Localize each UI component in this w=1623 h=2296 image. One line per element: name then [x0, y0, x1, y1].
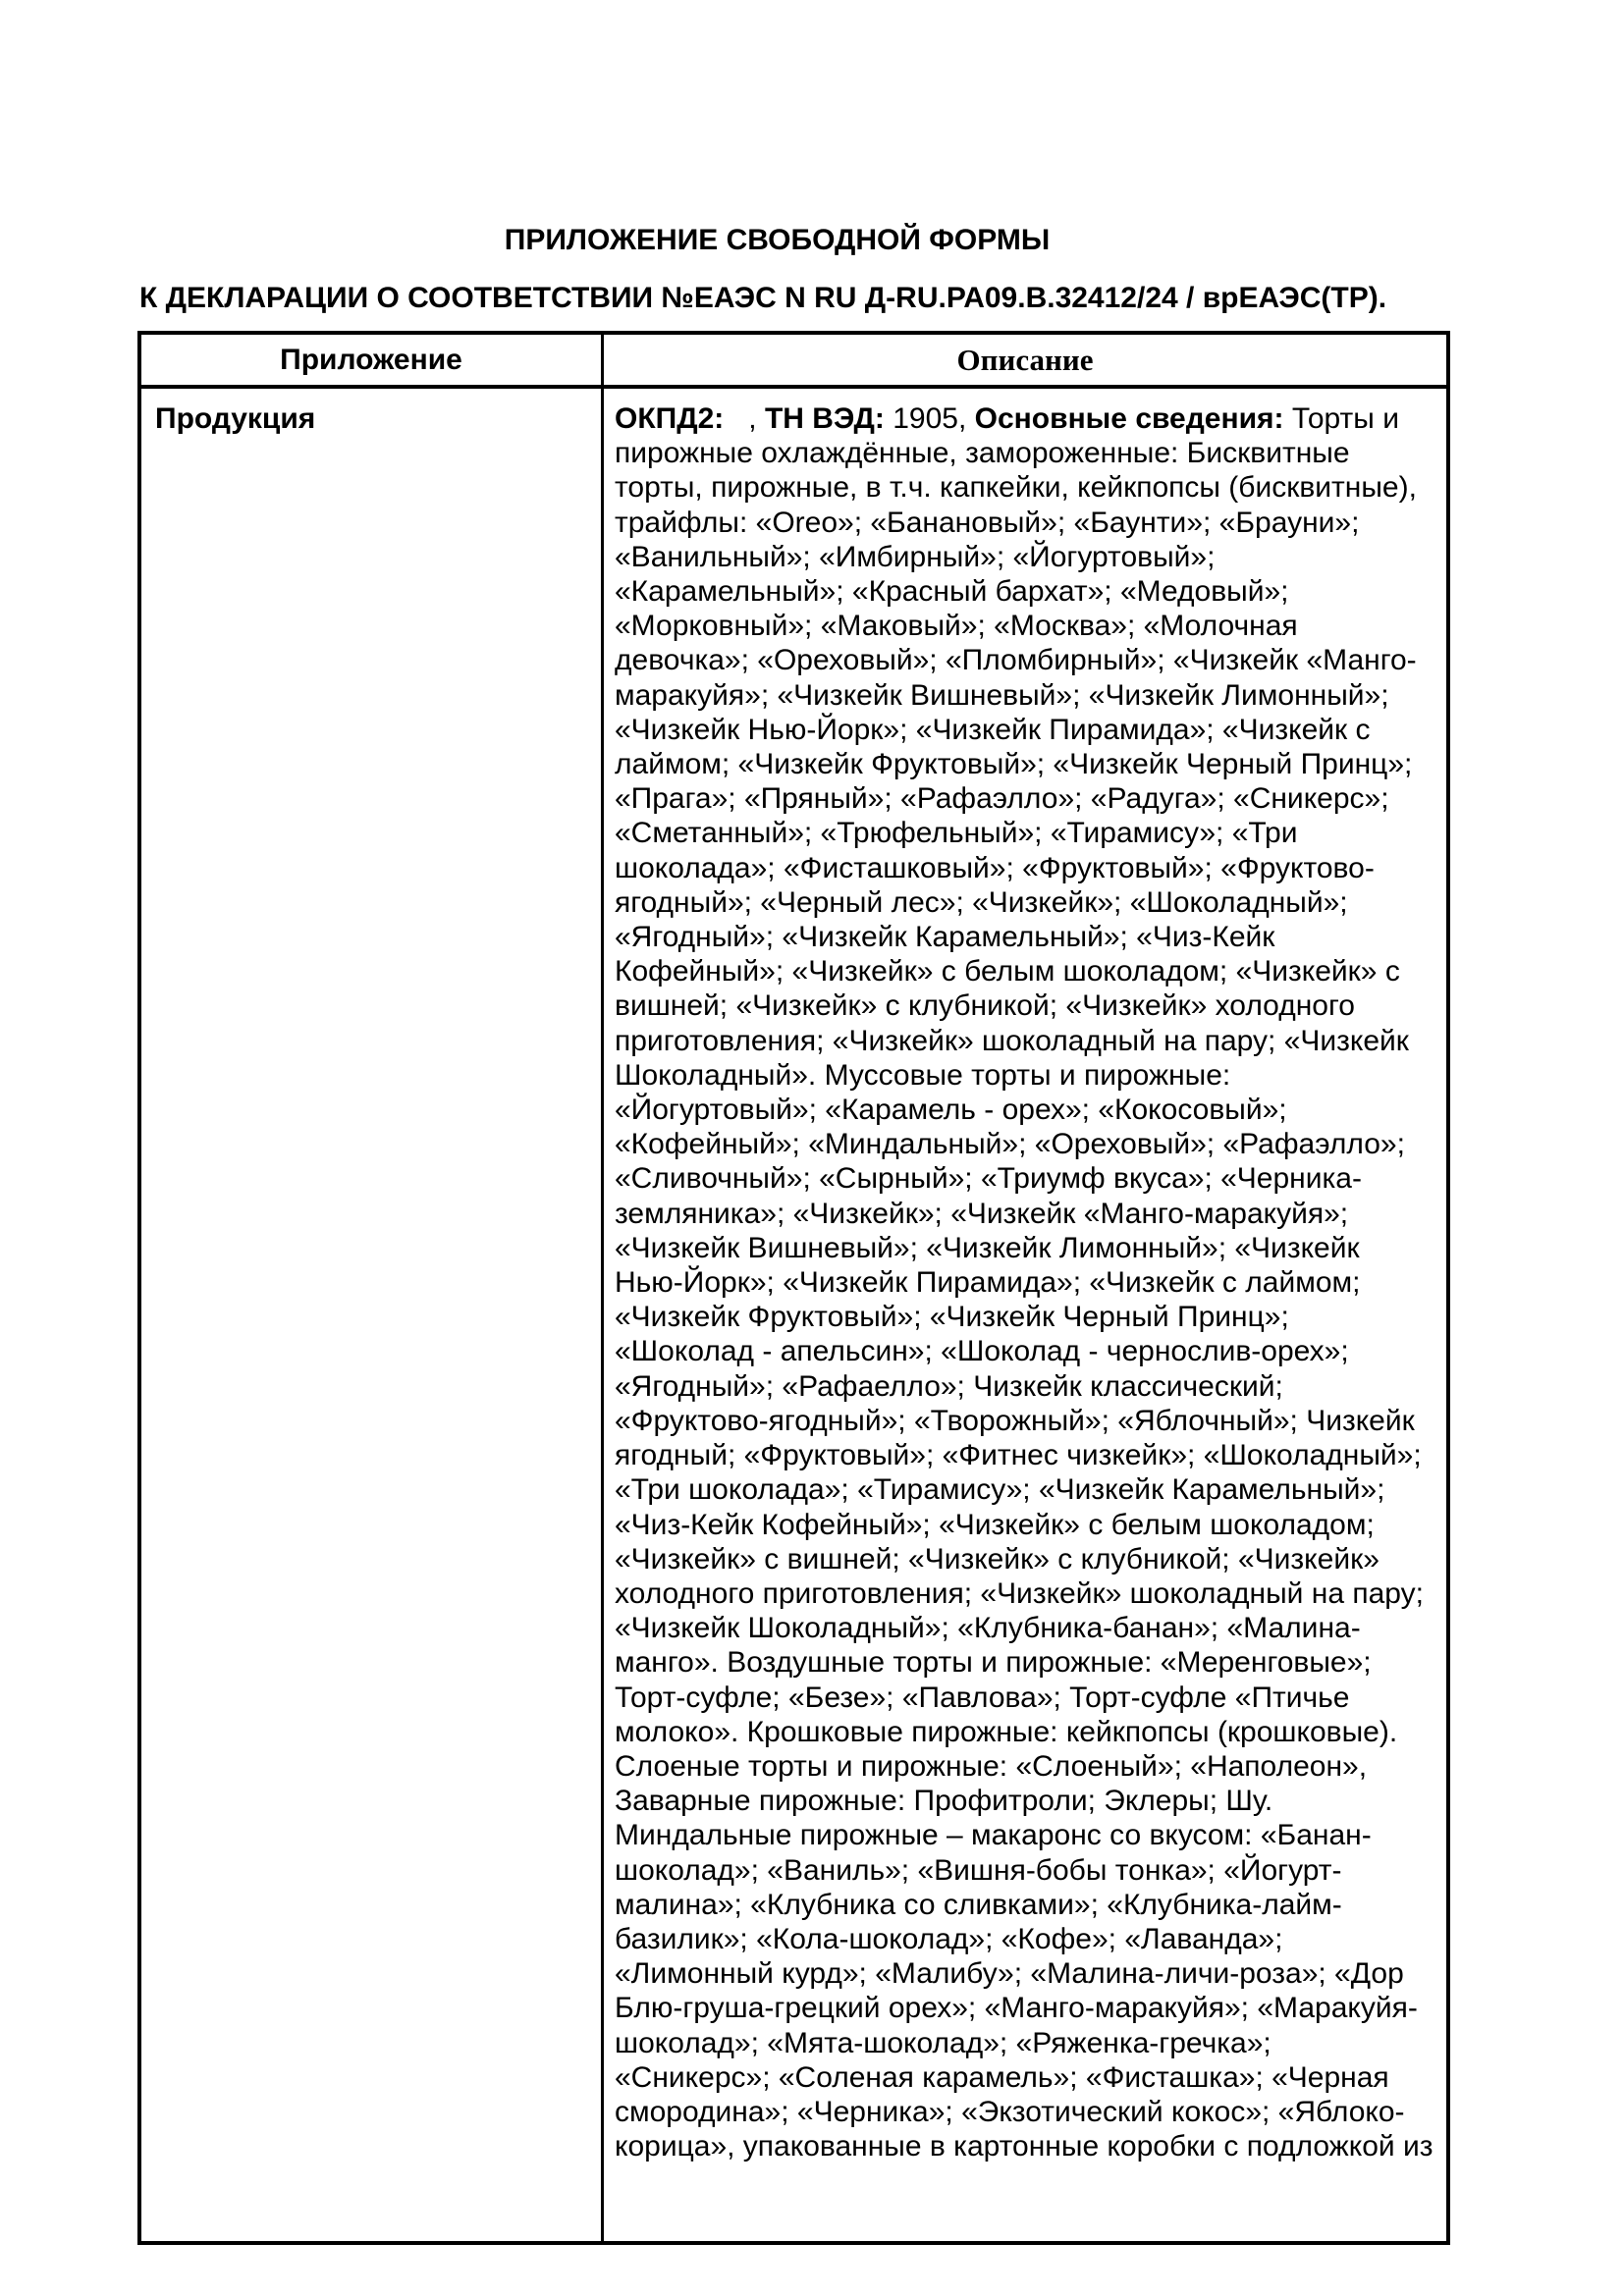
page-title: ПРИЛОЖЕНИЕ СВОБОДНОЙ ФОРМЫ	[504, 224, 1051, 256]
table-header-row	[141, 335, 1446, 389]
row-label-production: Продукция	[141, 389, 604, 2241]
product-description-text: ОКПД2: , ТН ВЭД: 1905, Основные сведения: Торты и пирожные охлаждённые, замороженные: Бисквитные торты, пирожные, в т.ч. капкейки, кейкпопсы (бисквитные), трайфлы: «Oreo»; «Банановый»; «Баунти»; «Брауни»; «Ванильный»; «Имбирный»; «Йогуртовый»; «Карамельный»; «Красный бархат»; «Медовый»; «Морковный»; «Маковый»; «Москва»; «Молочная девочка»; «Ореховый»; «Пломбирный»; «Чизкейк «Манго-маракуйя»; «Чизкейк Вишневый»; «Чизкейк Лимонный»; «Чизкейк Нью-Йорк»; «Чизкейк Пирамида»; «Чизкейк с лаймом; «Чизкейк Фруктовый»; «Чизкейк Черный Принц»; «Прага»; «Пряный»; «Рафаэлло»; «Радуга»; «Сникерс»; «Сметанный»; «Трюфельный»; «Тирамису»; «Три шоколада»; «Фисташковый»; «Фруктовый»; «Фруктово-ягодный»; «Черный лес»; «Чизкейк»; «Шоколадный»; «Ягодный»; «Чизкейк Карамельный»; «Чиз-Кейк Кофейный»; «Чизкейк» с белым шоколадом; «Чизкейк» с вишней; «Чизкейк» с клубникой; «Чизкейк» холодного приготовления; «Чизкейк» шоколадный на пару; «Чизкейк Шоколадный». Муссовые торты и пирожные: «Йогуртовый»; «Карамель - орех»; «Кокосовый»; «Кофейный»; «Миндальный»; «Ореховый»; «Рафаэлло»; «Сливочный»; «Сырный»; «Триумф вкуса»; «Черника-земляника»; «Чизкейк»; «Чизкейк «Манго-маракуйя»; «Чизкейк Вишневый»; «Чизкейк Лимонный»; «Чизкейк Нью-Йорк»; «Чизкейк Пирамида»; «Чизкейк с лаймом; «Чизкейк Фруктовый»; «Чизкейк Черный Принц»; «Шоколад - апельсин»; «Шоколад - чернослив-орех»; «Ягодный»; «Рафаелло»; Чизкейк классический; «Фруктово-ягодный»; «Творожный»; «Яблочный»; Чизкейк ягодный; «Фруктовый»; «Фитнес чизкейк»; «Шоколадный»; «Три шоколада»; «Тирамису»; «Чизкейк Карамельный»; «Чиз-Кейк Кофейный»; «Чизкейк» с белым шоколадом; «Чизкейк» с вишней; «Чизкейк» с клубникой; «Чизкейк» холодного приготовления; «Чизкейк» шоколадный на пару; «Чизкейк Шоколадный»; «Клубника-банан»; «Малина-манго». Воздушные торты и пирожные: «Меренговые»; Торт-суфле; «Безе»; «Павлова»; Торт-суфле «Птичье молоко». Крошковые пирожные: кейкпопсы (крошковые). Слоеные торты и пирожные: «Слоеный»; «Наполеон», Заварные пирожные: Профитроли; Эклеры; Шу. Миндальные пирожные – макаронс со вкусом: «Банан-шоколад»; «Ваниль»; «Вишня-бобы тонка»; «Йогурт-малина»; «Клубника со сливками»; «Клубника-лайм-базилик»; «Кола-шоколад»; «Кофе»; «Лаванда»; «Лимонный курд»; «Малибу»; «Малина-личи-роза»; «Дор Блю-груша-грецкий орех»; «Манго-маракуйя»; «Маракуйя-шоколад»; «Мята-шоколад»; «Ряженка-гречка»; «Сникерс»; «Соленая карамель»; «Фисташка»; «Черная смородина»; «Черника»; «Экзотический кокос»; «Яблоко-корица», упакованные в картонные коробки с подложкой из	[615, 402, 1434, 2163]
appendix-table	[137, 331, 1450, 2245]
header-cell-attachment: Приложение	[141, 335, 604, 385]
declaration-subtitle: К ДЕКЛАРАЦИИ О СООТВЕТСТВИИ №ЕАЭС N RU Д-RU.РА09.В.32412/24 / врЕАЭС(ТР).	[139, 282, 1387, 314]
header-cell-description: Описание	[956, 342, 1094, 377]
table-row	[141, 389, 1446, 2241]
